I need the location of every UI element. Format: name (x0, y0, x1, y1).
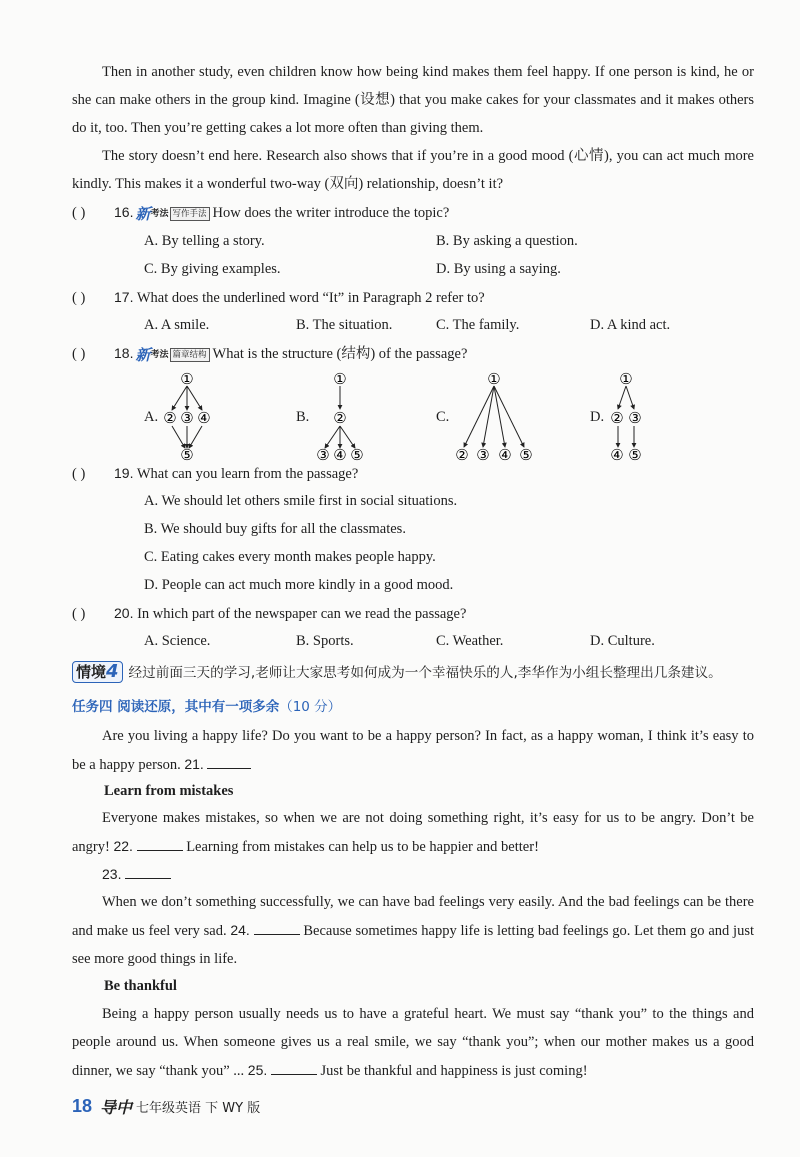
q17-option-a[interactable]: A. A smile. (144, 317, 210, 333)
question-20: ( ) 20. In which part of the newspaper can we read the passage? (72, 602, 466, 625)
q18-option-b[interactable]: B. (296, 409, 310, 425)
node-1: ① (333, 372, 347, 388)
node-4: ④ (333, 448, 347, 462)
q17-option-c[interactable]: C. The family. (436, 317, 520, 333)
passage2-paragraph-3: When we don’t something successfully, we can have bad feelings very easily. And the bad feelings can be there and make us feel very sad. 24. Because sometimes happy life is letting bad feelings go. Let them go and just see more good things in life. (72, 894, 754, 967)
blank-23-line: 23. (72, 860, 754, 889)
node-5: ⑤ (628, 448, 642, 462)
q19-option-d[interactable]: D. People can act much more kindly in a good mood. (144, 577, 454, 593)
node-3: ③ (628, 411, 642, 427)
q20-option-b[interactable]: B. Sports. (296, 633, 354, 649)
task-heading: 任务四 阅读还原，其中有一项多余（10 分） (72, 699, 342, 715)
q16-option-a[interactable]: A. By telling a story. (144, 233, 265, 249)
q20-option-a[interactable]: A. Science. (144, 633, 211, 649)
new-method-tag: 新 考法 写作手法 (135, 203, 209, 225)
passage1-paragraph-2: The story doesn’t end here. Research also shows that if you’re in a good mood (心情), you can act much more kindly. This makes it a wonderful two-way (双向) relationship, doesn’t it? (72, 148, 754, 192)
scene-banner: 情境4 经过前面三天的学习,老师让大家思考如何成为一个幸福快乐的人,李华作为小组长整理出几条建议。 (72, 660, 762, 686)
node-4: ④ (498, 448, 512, 462)
q18-option-d[interactable]: D. (590, 409, 605, 425)
passage1-paragraph-1: Then in another study, even children know how being kind makes them feel happy. If one person is kind, he or she can make others in the group kind. Imagine (设想) that you make cakes for your classmates and it makes others do it, too. Then you’re getting cakes a lot more often than giving them. (72, 64, 754, 136)
q17-option-b[interactable]: B. The situation. (296, 317, 393, 333)
node-4: ④ (197, 411, 211, 427)
question-17: ( ) 17. What does the underlined word “It” in Paragraph 2 refer to? (72, 286, 485, 309)
q16-option-d[interactable]: D. By using a saying. (436, 261, 561, 277)
node-3: ③ (476, 448, 490, 462)
node-2: ② (163, 411, 177, 427)
node-4: ④ (610, 448, 624, 462)
answer-bracket[interactable]: ( ) (72, 346, 86, 362)
q18-option-c[interactable]: C. (436, 409, 450, 425)
node-2: ② (610, 411, 624, 427)
q16-option-c[interactable]: C. By giving examples. (144, 261, 281, 277)
q19-option-a[interactable]: A. We should let others smile first in social situations. (144, 493, 458, 509)
q20-option-c[interactable]: C. Weather. (436, 633, 504, 649)
structure-diagram-d (604, 370, 654, 462)
passage2-paragraph-1: Are you living a happy life? Do you want to be a happy person? In fact, as a happy woman, I think it’s easy to be a happy person. 21. (72, 728, 754, 773)
blank-23[interactable] (125, 864, 171, 879)
scene-badge: 情境4 (72, 661, 123, 683)
node-5: ⑤ (519, 448, 533, 462)
answer-bracket[interactable]: ( ) (72, 606, 86, 622)
passage2-paragraph-4: Being a happy person usually needs us to have a grateful heart. We must say “thank you” to the things and people around us. When someone gives us a real smile, we say “thank you”; when our mother makes us a good dinner, we say “thank you” ... 25. Just be thankful and happiness is just coming! (72, 1006, 754, 1079)
structure-diagram-a (158, 370, 220, 462)
node-1: ① (619, 372, 633, 388)
series-logo: 导中 (100, 1097, 133, 1117)
node-1: ① (180, 372, 194, 388)
structure-diagram-c (450, 370, 540, 462)
page-number: 18 (72, 1095, 93, 1116)
answer-bracket[interactable]: ( ) (72, 290, 86, 306)
question-16: ( ) 16. 新 考法 写作手法 How does the writer introduce the topic? (72, 204, 450, 223)
blank-25[interactable] (271, 1060, 317, 1075)
blank-24[interactable] (254, 920, 300, 935)
q16-option-b[interactable]: B. By asking a question. (436, 233, 578, 249)
book-title: 七年级英语 下 WY 版 (136, 1100, 261, 1116)
page-footer (72, 1093, 260, 1119)
blank-21[interactable] (207, 754, 251, 769)
node-3: ③ (316, 448, 330, 462)
passage2-paragraph-2: Everyone makes mistakes, so when we are not doing something right, it’s easy for us to be angry. Don’t be angry! 22. Learning from mistakes can help us to be happier and better! (72, 810, 754, 855)
q19-option-c[interactable]: C. Eating cakes every month makes people happy. (144, 549, 436, 565)
q17-option-d[interactable]: D. A kind act. (590, 317, 671, 333)
q19-option-b[interactable]: B. We should buy gifts for all the classmates. (144, 521, 406, 537)
node-1: ① (487, 372, 501, 388)
q18-option-a[interactable]: A. (144, 409, 159, 425)
question-18: ( ) 18. 新 考法 篇章结构 What is the structure (结构) of the passage? (72, 345, 468, 364)
subheading-be-thankful: Be thankful (104, 978, 177, 994)
new-method-tag: 新 考法 篇章结构 (135, 344, 209, 366)
blank-22[interactable] (137, 836, 183, 851)
structure-diagram-b (310, 370, 372, 462)
answer-bracket[interactable]: ( ) (72, 205, 86, 221)
node-3: ③ (180, 411, 194, 427)
node-2: ② (333, 411, 347, 427)
q20-option-d[interactable]: D. Culture. (590, 633, 655, 649)
subheading-learn-from-mistakes: Learn from mistakes (104, 783, 234, 799)
node-5: ⑤ (350, 448, 364, 462)
question-19: ( ) 19. What can you learn from the passage? (72, 462, 358, 485)
node-5: ⑤ (180, 448, 194, 462)
node-2: ② (455, 448, 469, 462)
answer-bracket[interactable]: ( ) (72, 466, 86, 482)
